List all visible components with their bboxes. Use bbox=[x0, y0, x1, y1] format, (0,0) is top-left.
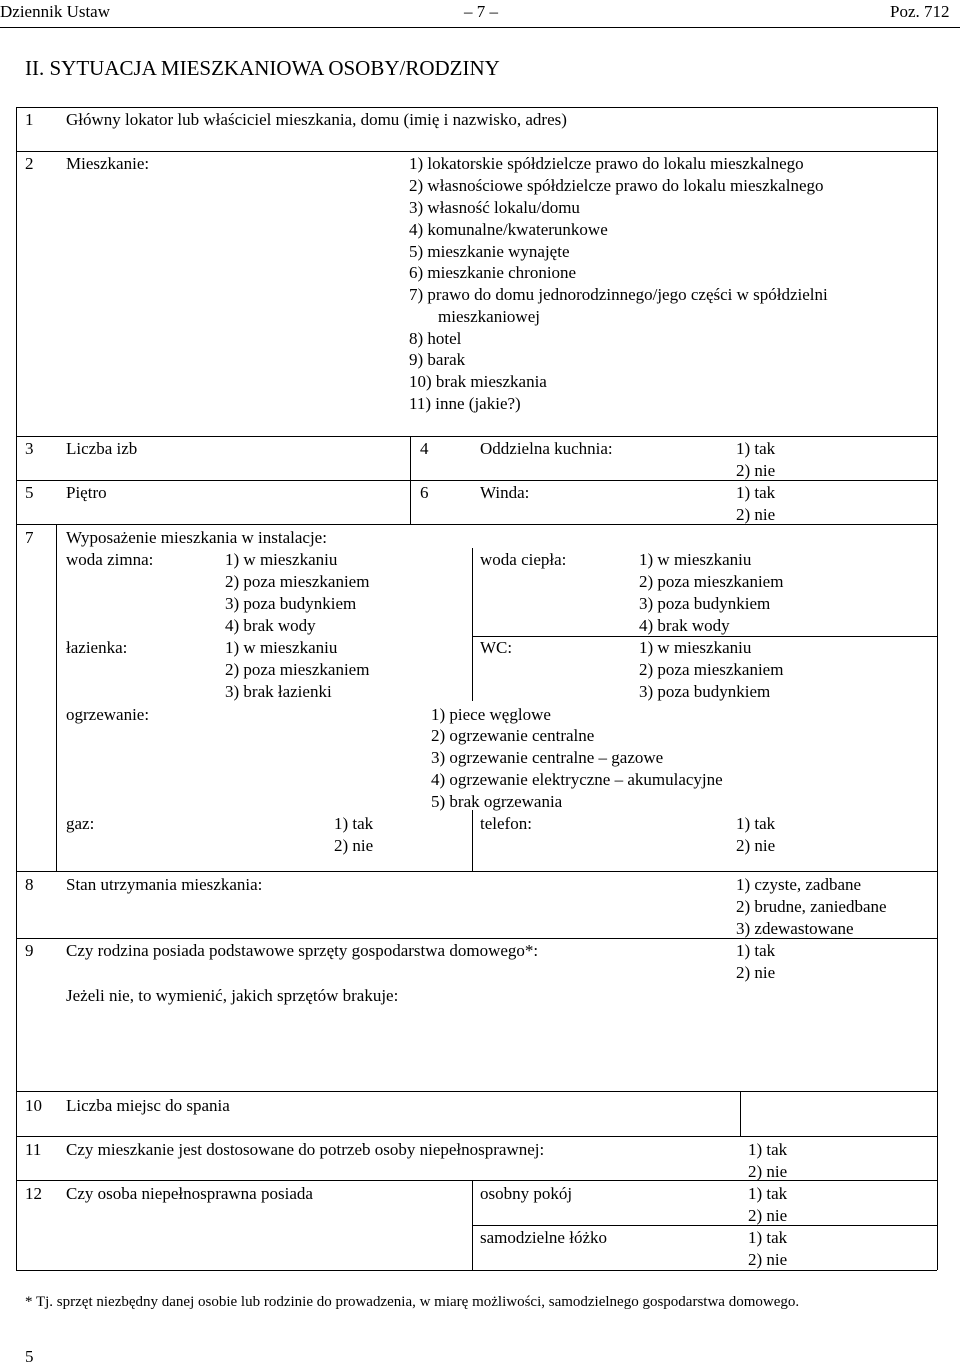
row2-option: 3) własność lokalu/domu bbox=[409, 198, 580, 217]
row3-top-rule bbox=[16, 436, 937, 437]
header-rule bbox=[0, 27, 960, 28]
position-number: Poz. 712 bbox=[890, 2, 950, 21]
own-bed-label: samodzielne łóżko bbox=[480, 1228, 607, 1247]
row8-option: 1) czyste, zadbane bbox=[736, 875, 862, 894]
bathroom-option: 1) w mieszkaniu bbox=[225, 638, 338, 657]
row4-option-yes: 1) tak bbox=[736, 439, 776, 458]
hot-water-option: 3) poza budynkiem bbox=[639, 594, 771, 613]
phone-label: telefon: bbox=[480, 814, 532, 833]
heating-option: 5) brak ogrzewania bbox=[431, 792, 563, 811]
row10-value-divider bbox=[740, 1091, 741, 1136]
row2-option-continued: mieszkaniowej bbox=[438, 307, 540, 326]
section-title: II. SYTUACJA MIESZKANIOWA OSOBY/RODZINY bbox=[25, 56, 500, 80]
table-left-border bbox=[16, 107, 17, 1270]
wc-option: 1) w mieszkaniu bbox=[639, 638, 752, 657]
row2-number: 2 bbox=[25, 154, 34, 173]
row3-row5-divider bbox=[410, 436, 411, 524]
row2-option: 2) własnościowe spółdzielcze prawo do lokalu mieszkalnego bbox=[409, 176, 824, 195]
row9-label: Czy rodzina posiada podstawowe sprzęty gospodarstwa domowego*: bbox=[66, 941, 539, 960]
row12-number: 12 bbox=[25, 1184, 42, 1203]
row2-option: 6) mieszkanie chronione bbox=[409, 263, 577, 282]
heating-option: 4) ogrzewanie elektryczne – akumulacyjne bbox=[431, 770, 723, 789]
row12-label: Czy osoba niepełnosprawna posiada bbox=[66, 1184, 313, 1203]
row5-top-rule bbox=[16, 480, 937, 481]
own-bed-option-no: 2) nie bbox=[748, 1250, 788, 1269]
table-bottom-rule bbox=[16, 1270, 937, 1271]
gas-option-no: 2) nie bbox=[334, 836, 374, 855]
row2-option: 7) prawo do domu jednorodzinnego/jego części w spółdzielni bbox=[409, 285, 828, 304]
separate-room-option-no: 2) nie bbox=[748, 1206, 788, 1225]
gas-label: gaz: bbox=[66, 814, 95, 833]
row10-top-rule bbox=[16, 1091, 937, 1092]
row11-option-yes: 1) tak bbox=[748, 1140, 788, 1159]
heating-label: ogrzewanie: bbox=[66, 705, 150, 724]
row12-inner-rule bbox=[472, 1225, 937, 1226]
row5-label: Piętro bbox=[66, 483, 107, 502]
bathroom-option: 3) brak łazienki bbox=[225, 682, 332, 701]
row2-option: 1) lokatorskie spółdzielcze prawo do lokalu mieszkalnego bbox=[409, 154, 804, 173]
row7-column-divider-bottom bbox=[472, 810, 473, 871]
row2-option: 5) mieszkanie wynajęte bbox=[409, 242, 570, 261]
row9-option-yes: 1) tak bbox=[736, 941, 776, 960]
row6-number: 6 bbox=[420, 483, 429, 502]
footnote: * Tj. sprzęt niezbędny danej osobie lub rodzinie do prowadzenia, w miarę możliwości, samodzielnego gospodarstwa domowego. bbox=[25, 1294, 800, 1310]
row2-option: 11) inne (jakie?) bbox=[409, 394, 521, 413]
row1-label: Główny lokator lub właściciel mieszkania, domu (imię i nazwisko, adres) bbox=[66, 110, 567, 129]
row7-label: Wyposażenie mieszkania w instalacje: bbox=[66, 528, 327, 547]
row8-top-rule bbox=[16, 871, 937, 872]
row2-option: 9) barak bbox=[409, 350, 466, 369]
page-number: 5 bbox=[25, 1347, 34, 1366]
wc-label: WC: bbox=[480, 638, 513, 657]
row1-top-rule bbox=[16, 107, 937, 108]
own-bed-option-yes: 1) tak bbox=[748, 1228, 788, 1247]
row9-number: 9 bbox=[25, 941, 34, 960]
cold-water-option: 3) poza budynkiem bbox=[225, 594, 357, 613]
row12-top-rule bbox=[16, 1180, 937, 1181]
separate-room-option-yes: 1) tak bbox=[748, 1184, 788, 1203]
row11-top-rule bbox=[16, 1136, 937, 1137]
wc-option: 2) poza mieszkaniem bbox=[639, 660, 784, 679]
row2-option: 4) komunalne/kwaterunkowe bbox=[409, 220, 608, 239]
row7-top-rule bbox=[16, 524, 937, 525]
row2-option: 8) hotel bbox=[409, 329, 462, 348]
row8-label: Stan utrzymania mieszkania: bbox=[66, 875, 263, 894]
phone-option-yes: 1) tak bbox=[736, 814, 776, 833]
row8-option: 2) brudne, zaniedbane bbox=[736, 897, 887, 916]
cold-water-option: 2) poza mieszkaniem bbox=[225, 572, 370, 591]
row9-missing-items-label: Jeżeli nie, to wymienić, jakich sprzętów brakuje: bbox=[66, 986, 399, 1005]
phone-option-no: 2) nie bbox=[736, 836, 776, 855]
hot-water-option: 1) w mieszkaniu bbox=[639, 550, 752, 569]
row7-right-mid-rule bbox=[472, 636, 937, 637]
cold-water-label: woda zimna: bbox=[66, 550, 154, 569]
table-right-border bbox=[937, 107, 938, 1270]
bathroom-option: 2) poza mieszkaniem bbox=[225, 660, 370, 679]
heating-option: 1) piece węglowe bbox=[431, 705, 551, 724]
row4-option-no: 2) nie bbox=[736, 461, 776, 480]
row7-column-divider-top bbox=[472, 548, 473, 701]
row5-number: 5 bbox=[25, 483, 34, 502]
row7-number: 7 bbox=[25, 528, 34, 547]
row8-option: 3) zdewastowane bbox=[736, 919, 854, 938]
row7-number-divider bbox=[56, 524, 57, 871]
row2-option: 10) brak mieszkania bbox=[409, 372, 547, 391]
heating-option: 3) ogrzewanie centralne – gazowe bbox=[431, 748, 664, 767]
row8-number: 8 bbox=[25, 875, 34, 894]
heating-option: 2) ogrzewanie centralne bbox=[431, 726, 595, 745]
row6-option-yes: 1) tak bbox=[736, 483, 776, 502]
hot-water-option: 4) brak wody bbox=[639, 616, 730, 635]
row4-number: 4 bbox=[420, 439, 429, 458]
cold-water-option: 4) brak wody bbox=[225, 616, 316, 635]
row10-label: Liczba miejsc do spania bbox=[66, 1096, 230, 1115]
row1-number: 1 bbox=[25, 110, 34, 129]
row4-label: Oddzielna kuchnia: bbox=[480, 439, 613, 458]
wc-option: 3) poza budynkiem bbox=[639, 682, 771, 701]
row6-label: Winda: bbox=[480, 483, 530, 502]
separate-room-label: osobny pokój bbox=[480, 1184, 573, 1203]
journal-title: Dziennik Ustaw bbox=[0, 2, 111, 21]
gas-option-yes: 1) tak bbox=[334, 814, 374, 833]
row3-label: Liczba izb bbox=[66, 439, 138, 458]
cold-water-option: 1) w mieszkaniu bbox=[225, 550, 338, 569]
hot-water-label: woda ciepła: bbox=[480, 550, 567, 569]
row11-label: Czy mieszkanie jest dostosowane do potrzeb osoby niepełnosprawnej: bbox=[66, 1140, 545, 1159]
row11-number: 11 bbox=[25, 1140, 42, 1159]
row2-top-rule bbox=[16, 151, 937, 152]
row11-option-no: 2) nie bbox=[748, 1162, 788, 1181]
hot-water-option: 2) poza mieszkaniem bbox=[639, 572, 784, 591]
row9-option-no: 2) nie bbox=[736, 963, 776, 982]
row3-number: 3 bbox=[25, 439, 34, 458]
row6-option-no: 2) nie bbox=[736, 505, 776, 524]
bathroom-label: łazienka: bbox=[66, 638, 128, 657]
row10-number: 10 bbox=[25, 1096, 42, 1115]
page-marker: – 7 – bbox=[464, 2, 498, 21]
row2-label: Mieszkanie: bbox=[66, 154, 150, 173]
